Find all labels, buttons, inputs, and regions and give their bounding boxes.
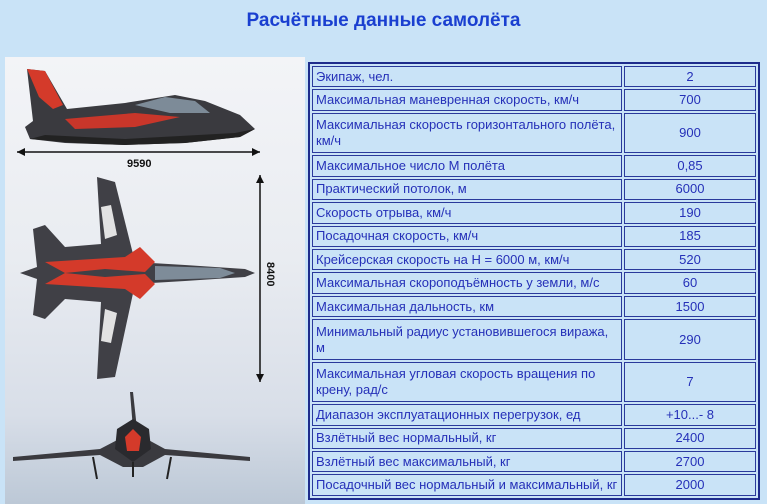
- spec-label: Диапазон эксплуатационных перегрузок, ед: [312, 404, 622, 425]
- spec-value: 60: [624, 272, 756, 293]
- table-row: [312, 272, 756, 293]
- side-view-aircraft: [25, 69, 255, 145]
- spec-label: Максимальная дальность, км: [312, 296, 622, 317]
- aircraft-image: [5, 57, 305, 504]
- spec-value: 900: [624, 113, 756, 153]
- spec-value: 290: [624, 319, 756, 359]
- spec-label: Крейсерская скорость на Н = 6000 м, км/ч: [312, 249, 622, 270]
- spec-label: Взлётный вес нормальный, кг: [312, 428, 622, 449]
- spec-label: Посадочный вес нормальный и максимальный, кг: [312, 474, 622, 496]
- specs-table: [308, 62, 760, 500]
- front-view-aircraft: [13, 392, 250, 479]
- spec-label: Максимальное число М полёта: [312, 155, 622, 176]
- spec-value: 2: [624, 66, 756, 87]
- table-row: [312, 89, 756, 110]
- table-row: [312, 155, 756, 176]
- spec-label: Практический потолок, м: [312, 179, 622, 200]
- spec-value: 700: [624, 89, 756, 110]
- spec-value: 520: [624, 249, 756, 270]
- top-view-aircraft: [20, 177, 255, 379]
- table-row: [312, 296, 756, 317]
- length-dimension: [17, 148, 260, 170]
- table-row: [312, 202, 756, 223]
- table-row: [312, 362, 756, 402]
- table-row: [312, 179, 756, 200]
- spec-value: 7: [624, 362, 756, 402]
- table-row: [312, 113, 756, 153]
- spec-label: Максимальная угловая скорость вращения по крену, рад/с: [312, 362, 622, 402]
- table-row: [312, 249, 756, 270]
- spec-value: 2000: [624, 474, 756, 496]
- spec-label: Взлётный вес максимальный, кг: [312, 451, 622, 472]
- table-row: [312, 404, 756, 425]
- spec-label: Максимальная скороподъёмность у земли, м/с: [312, 272, 622, 293]
- spec-label: Посадочная скорость, км/ч: [312, 226, 622, 247]
- spec-label: Максимальная скорость горизонтального полёта, км/ч: [312, 113, 622, 153]
- spec-value: 2400: [624, 428, 756, 449]
- spec-label: Скорость отрыва, км/ч: [312, 202, 622, 223]
- spec-value: 6000: [624, 179, 756, 200]
- spec-label: Минимальный радиус установившегося виража, м: [312, 319, 622, 359]
- page-title: Расчётные данные самолёта: [246, 10, 521, 31]
- table-row: [312, 226, 756, 247]
- table-row: [312, 451, 756, 472]
- spec-value: 190: [624, 202, 756, 223]
- spec-label: Максимальная маневренная скорость, км/ч: [312, 89, 622, 110]
- table-row: [312, 474, 756, 496]
- spec-value: +10...- 8: [624, 404, 756, 425]
- span-label: 8400: [264, 262, 276, 287]
- length-label: 9590: [127, 158, 152, 170]
- spec-value: 1500: [624, 296, 756, 317]
- table-row: [312, 319, 756, 359]
- spec-value: 0,85: [624, 155, 756, 176]
- spec-value: 185: [624, 226, 756, 247]
- spec-label: Экипаж, чел.: [312, 66, 622, 87]
- table-row: [312, 428, 756, 449]
- table-row: [312, 66, 756, 87]
- spec-value: 2700: [624, 451, 756, 472]
- span-dimension: [256, 175, 276, 382]
